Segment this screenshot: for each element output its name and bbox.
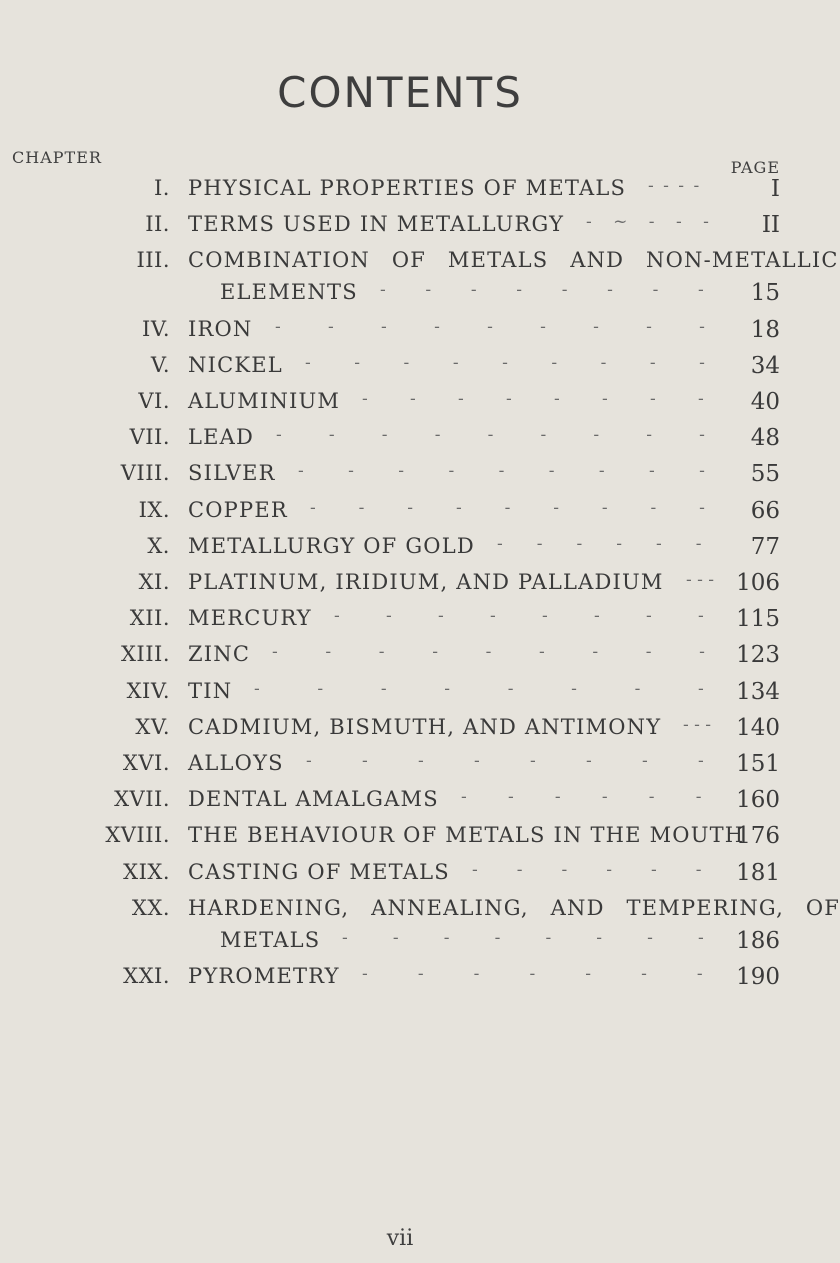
chapter-title: PHYSICAL PROPERTIES OF METALS [188, 176, 627, 200]
chapter-title: COPPER [188, 497, 288, 522]
chapter-number: V. [150, 352, 170, 377]
chapter-title: NICKEL [188, 352, 283, 377]
chapter-number: XIII. [120, 642, 170, 667]
dot-leader: - - - - - - - - [342, 927, 704, 948]
toc-entry [0, 860, 800, 890]
chapter-title: IRON [188, 316, 253, 341]
page-number: 66 [750, 497, 780, 524]
page-number: 18 [750, 316, 780, 343]
page-number: 181 [736, 859, 780, 886]
page-number: 106 [736, 570, 780, 596]
page-title: CONTENTS [277, 68, 523, 117]
dot-leader: - - - - - - - - - [275, 316, 705, 337]
chapter-number: IX. [138, 497, 170, 522]
dot-leader: - - - - - - - - - [276, 425, 705, 446]
page-number: 48 [750, 425, 780, 452]
chapter-title: TERMS USED IN METALLURGY [188, 212, 565, 237]
chapter-title: PLATINUM, IRIDIUM, AND PALLADIUM [188, 570, 664, 594]
chapter-title: ALLOYS [188, 751, 284, 775]
page-number: II [761, 212, 780, 239]
toc-entry [0, 461, 800, 491]
page-number: 140 [736, 714, 780, 741]
dot-leader: - - - [686, 570, 715, 590]
page-number: 34 [750, 352, 780, 379]
chapter-number: XII. [129, 606, 170, 631]
dot-leader: - - - - - - [472, 859, 702, 880]
toc-entry [0, 317, 800, 347]
toc-entry [0, 895, 840, 926]
chapter-title: METALLURGY OF GOLD [188, 533, 475, 558]
chapter-number: VI. [138, 389, 170, 413]
page-number: 176 [736, 823, 780, 850]
dot-leader: - - - - - - - - [380, 280, 704, 301]
toc-entry [0, 176, 800, 206]
toc-entry [0, 570, 800, 600]
chapter-number: XVII. [114, 787, 170, 812]
toc-entry [0, 787, 800, 817]
page-number: 55 [750, 461, 780, 488]
chapter-number: XXI. [123, 964, 170, 988]
toc-entry-continuation [0, 928, 800, 958]
page-column-label: PAGE [730, 158, 780, 177]
page-number: 190 [736, 964, 780, 990]
chapter-title: ZINC [188, 642, 251, 667]
chapter-number: XVI. [122, 751, 170, 775]
dot-leader: - - - - - - - - [254, 678, 704, 699]
dot-leader: - - - - - - - - [334, 606, 704, 627]
chapter-title: COMBINATION OF METALS AND NON-METALLIC [188, 248, 839, 273]
chapter-number: XIV. [126, 678, 170, 703]
page-number: 15 [750, 280, 780, 307]
chapter-title: MERCURY [188, 606, 312, 631]
chapter-title: CADMIUM, BISMUTH, AND ANTIMONY [188, 714, 662, 739]
chapter-number: IV. [142, 316, 170, 341]
chapter-number: XVIII. [105, 823, 170, 848]
page-number: 151 [736, 751, 780, 777]
chapter-number: X. [147, 533, 170, 558]
dot-leader: - - - - - - - - - [305, 352, 705, 373]
toc-entry [0, 212, 800, 242]
chapter-number: VII. [129, 425, 170, 450]
toc-entry [0, 425, 800, 455]
chapter-number: XV. [135, 714, 170, 739]
dot-leader: - - - - - - [497, 533, 702, 554]
page-number: 134 [736, 678, 780, 705]
toc-entry [0, 642, 800, 672]
chapter-number: II. [145, 212, 170, 237]
toc-entry [0, 534, 800, 564]
toc-entry [0, 715, 800, 745]
dot-leader: - - - - - - - - - [310, 497, 705, 518]
toc-entry [0, 248, 839, 278]
dot-leader: - - - - - - - [362, 964, 703, 984]
chapter-number: XIX. [123, 859, 170, 884]
chapter-title: SILVER [188, 461, 276, 486]
chapter-title: LEAD [188, 425, 255, 450]
chapter-title: CASTING OF METALS [188, 859, 450, 884]
toc-entry [0, 606, 800, 636]
page-number: I [770, 176, 780, 202]
chapter-title: ALUMINIUM [188, 389, 341, 413]
page-number: 123 [736, 642, 780, 669]
chapter-number: III. [136, 248, 170, 273]
page-number: 160 [736, 787, 780, 814]
chapter-number: I. [154, 176, 170, 200]
dot-leader: - - - - - - [461, 787, 702, 808]
page-number: 77 [750, 533, 780, 560]
toc-entry [0, 353, 800, 383]
toc-entry [0, 964, 800, 994]
dot-leader: - - - - - - - - - [298, 461, 705, 482]
toc-entry [0, 751, 800, 781]
dot-leader: - - - - - - - - [306, 751, 704, 771]
toc-entry [0, 823, 800, 853]
dot-leader: - - - - - - - - [362, 389, 704, 409]
chapter-title: PYROMETRY [188, 964, 340, 988]
dot-leader: - ~ - - - [586, 212, 709, 233]
chapter-column-label: CHAPTER [12, 148, 102, 167]
toc-entry [0, 389, 800, 419]
page-number: 40 [750, 389, 780, 415]
chapter-title: TIN [188, 678, 233, 703]
chapter-number: XI. [138, 570, 170, 594]
toc-entry-continuation [0, 280, 800, 310]
dot-leader: - - - - - - - - - [272, 642, 705, 663]
chapter-title: HARDENING, ANNEALING, AND TEMPERING, OF [188, 895, 840, 920]
chapter-title-continuation: METALS [220, 927, 321, 952]
page-number-footer: vii [386, 1226, 414, 1251]
chapter-number: XX. [131, 895, 170, 920]
chapter-title-continuation: ELEMENTS [220, 280, 358, 305]
dot-leader: - - - - [648, 176, 700, 196]
chapter-title: DENTAL AMALGAMS [188, 787, 439, 812]
toc-entry [0, 498, 800, 528]
page-number: 115 [736, 606, 780, 633]
toc-entry [0, 679, 800, 709]
chapter-number: VIII. [120, 461, 170, 486]
page-number: 186 [736, 927, 780, 954]
chapter-title: THE BEHAVIOUR OF METALS IN THE MOUTH [188, 823, 745, 848]
dot-leader: - - - [683, 714, 712, 735]
